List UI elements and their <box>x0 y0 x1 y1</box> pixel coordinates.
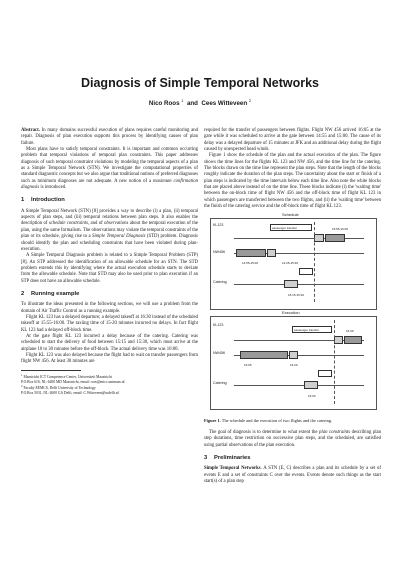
execution-nw-onblock <box>289 351 298 359</box>
intro-p1-a: A Simple Temporal Network (STN) [8] provides a way to describe (i) a plan, (ii) temporal aspects of plan steps, and (iii) temporal relations between plan steps. It also enables the description of <box>21 208 198 227</box>
intro-paragraph-2: A Simple Temporal Diagnosis problem is related to a Simple Temporal Problem (STP) [8]. An STP addressed the identification of an allowable schedule for an STN. The STD problem extends this by identifying where the actual execution schedule starts to deviate from the allowable schedule. Note that STD may also be used prior to plan execution if an STP does not have an allowable schedule. <box>21 253 198 284</box>
execution-kl-offblock <box>334 336 343 344</box>
author-2-sup: 2 <box>248 98 252 103</box>
abstract-paragraph-2 <box>21 147 198 191</box>
schedule-nw-flight <box>236 249 266 257</box>
schedule-nw-time-2: 14:25-15:30 <box>282 261 299 266</box>
left-column <box>21 128 198 396</box>
running-paragraph-4: Flight KL 123 was also delayed because the flight had to wait on transfer passengers from flight NW 456. At least 30 minutes are <box>21 353 198 365</box>
abstract-paragraph <box>21 128 198 147</box>
figure-1-caption-text: The schedule and the execution of two flights and the catering. <box>221 418 333 424</box>
abstract-emphasis: maximum confirmation diagnosis <box>21 178 199 191</box>
footnote-1-line-1: Maastricht ICT Competence Center, Universiteit Maastricht <box>23 374 112 379</box>
abstract-text: In many domains successful execution of plans requires careful monitoring and repair. Diagnosis of plan execution supports this process by identifying causes of plan failure. <box>21 128 199 146</box>
right-column <box>204 128 381 485</box>
execution-nw-flight <box>240 351 288 359</box>
execution-lane-kl123: KL123 <box>213 323 224 328</box>
execution-offblock-marker <box>334 320 335 404</box>
schedule-kl-taxi <box>325 234 345 242</box>
running-paragraph-3: At the gate flight KL 123 incurred a delay because of the catering. Catering was scheduled to start the delivery of food between 15:15 and 15:30, which must arrive at the airplane 10 to 30 minutes before the off-block. The actual delivery time was 16:00. <box>21 333 198 352</box>
schedule-cat-delivery <box>284 280 298 288</box>
schedule-offblock-marker <box>314 222 315 302</box>
running-paragraph-1: To illustrate the ideas presented in the following sections, we will use a problem from the domain of Air Traffic Control as a running example. <box>21 302 198 314</box>
running-paragraph-2: Flight KL 123 has a delayed departure; a delayed takeoff at 16:30 instead of the scheduled takeoff at 15:55-16:00. The taxiing time of 15-20 minutes incurred no delays. In fact flight KL 123 had a delayed off-block time. <box>21 314 198 333</box>
intro-paragraph-1 <box>21 209 198 253</box>
schedule-nw-onblock <box>267 249 276 257</box>
execution-kl-transfer-label: passenger transfer <box>294 328 320 333</box>
abstract-p2-tail: is introduced. <box>40 185 67 191</box>
figure-1-caption-label: Figure 1. <box>204 418 221 424</box>
intro-em-1: schedule constraints <box>48 221 88 227</box>
intro-p1-c: about the temporal execution of the plan, using the same formalism. The observations may violate the temporal constraints of the plan or its schedule, giving rise to a <box>21 221 199 240</box>
section-1-title: Introduction <box>31 197 65 204</box>
schedule-panel-title: Schedule <box>282 212 299 218</box>
execution-lane-catering: Catering <box>213 381 227 386</box>
section-2-number: 2 <box>21 290 25 297</box>
execution-cat-timeline <box>234 385 364 386</box>
schedule-kl-offblock <box>314 234 324 242</box>
author-1-sup: 1 <box>181 98 184 103</box>
schedule-kl-time: 15:55-16:00 <box>332 227 349 232</box>
schedule-lane-nw456: NW456 <box>213 250 225 255</box>
schedule-cat-time: 15:15-15:30 <box>288 293 305 298</box>
schedule-lane-kl123: KL123 <box>213 223 224 228</box>
execution-cat-wait <box>318 370 332 377</box>
paper-authors <box>0 98 400 107</box>
paper-title: Diagnosis of Simple Temporal Networks <box>80 76 319 90</box>
section-1-number: 1 <box>21 197 25 204</box>
schedule-kl-transfer-label: passenger transfer <box>272 226 298 231</box>
author-2: Cees Witteveen <box>201 100 248 108</box>
schedule-nw-time-1: 14:55-15:00 <box>242 261 259 266</box>
schedule-lane-catering: Catering <box>213 280 227 285</box>
section-2-heading <box>21 291 198 297</box>
execution-kl-taxi <box>344 336 362 344</box>
stn-label: Simple Temporal Networks <box>204 466 261 472</box>
intro-em-2: observations <box>104 221 129 227</box>
abstract-label: Abstract. <box>21 128 40 133</box>
preliminaries-paragraph <box>204 466 381 485</box>
execution-cat-delivery <box>304 381 318 389</box>
intro-em-3: Simple Temporal Diagnosis <box>92 234 146 240</box>
right-p3-em: plan constraints <box>319 430 351 436</box>
stn-text: . A STN (E, C) describes a plan and its schedule by a set of events E and a set of constraints C over the events. Events denote such things as the start start(s) of a plan step <box>204 466 381 485</box>
footnote-2: $^2$ Faculty EEMCS, Delft University of Technology P.O.Box 5031, NL-2600 GA Delft, email: C.Witteveen@tudelft.nl <box>21 384 119 395</box>
footnote-1: $^1$ Maastricht ICT Competence Center, Universiteit Maastricht P.O.Box 616, NL-6200 MD Maastricht, email: roos@micc.unimaas.nl <box>21 372 125 384</box>
execution-kl-time: 16:30 <box>346 329 354 334</box>
section-2-title: Running example <box>31 290 80 297</box>
footnote-1-line-2: P.O.Box 616, NL-6200 MD Maastricht, email: roos@micc.unimaas.nl <box>21 379 125 384</box>
intro-p1-b: , and of <box>87 221 103 227</box>
execution-cat-time: 16:00 <box>308 394 316 399</box>
right-p3-b: describing plan step durations, time restriction on successive plan steps, and the scheduled, are satisfied using partial observations of the plan execution. <box>204 430 382 448</box>
section-1-heading <box>21 197 198 203</box>
right-paragraph-3 <box>204 430 381 449</box>
execution-panel-title: Execution <box>282 310 300 316</box>
section-3-title: Preliminaries <box>214 455 251 462</box>
right-paragraph-1: required for the transfer of passengers between flights. Flight NW 456 arrived 16:05 at the gate while it was scheduled to arrive at the gate between 14:55 and 15:00. The cause of its delay was a delayed departure of 15 minutes at JFK and an additional delay during the flight caused by unexpected head winds. <box>204 128 381 153</box>
abstract-p2-text: Most plans have to satisfy temporal constraints. It is important and common occurring problem that temporal violations of temporal plan constraints. This paper addresses diagnosis of such temporal constraint violations by modeling the temporal aspects of a plan as a Simple Temporal Network (STN). We investigate the computational properties of standard diagnostic concepts but we also argue that traditional notions of preferred diagnoses such as minimum diagnoses are not adequate. A new notion of a <box>21 147 198 184</box>
right-p3-a: The goal of diagnosis is to determine to what extent the <box>209 430 318 436</box>
execution-nw-time-2: 16:20 <box>290 363 298 368</box>
execution-lane-nw456: NW456 <box>213 351 225 356</box>
execution-nw-time-1: 16:05 <box>244 363 252 368</box>
schedule-cat-wait <box>299 268 313 275</box>
figure-1 <box>204 212 381 418</box>
footnote-rule <box>21 370 81 371</box>
author-and: and <box>186 100 198 108</box>
footnote-2-line-1: Faculty EEMCS, Delft University of Technology <box>23 386 96 391</box>
section-3-heading <box>204 455 381 461</box>
author-1: Nico Roos <box>148 100 180 108</box>
section-3-number: 3 <box>204 455 208 462</box>
schedule-cat-timeline <box>234 284 364 285</box>
intro-p1-d: (STD) problem. Diagnosis should identify the plan and scheduling constraints that have been violated during plan-execution. <box>21 234 199 252</box>
footnote-2-line-2: P.O.Box 5031, NL-2600 GA Delft, email: C.Witteveen@tudelft.nl <box>21 390 119 395</box>
right-paragraph-2: Figure 1 show the schedule of the plan and the actual execution of the plan. The figure shows the time lines for the flights KL 123 and NW 456, and the time line for the catering. The blocks drawn on the time line represent the plan steps. Note that the length of the blocks roughly indicate the duration of the plan steps. The uncertainty about the start or finish of a plan steps is indicated by the time intervals below each time line. Also note the white blocks that are placed above instead of on the time line. These blocks indicate (i) the 'waiting time' between the on-block time of flight NW 456 and the off-block time of flight KL 123 in which passengers are transferred between the two flights, and (ii) the 'waiting time' between the finish of the catering service and the off-block time of flight KL 123. <box>204 153 381 210</box>
